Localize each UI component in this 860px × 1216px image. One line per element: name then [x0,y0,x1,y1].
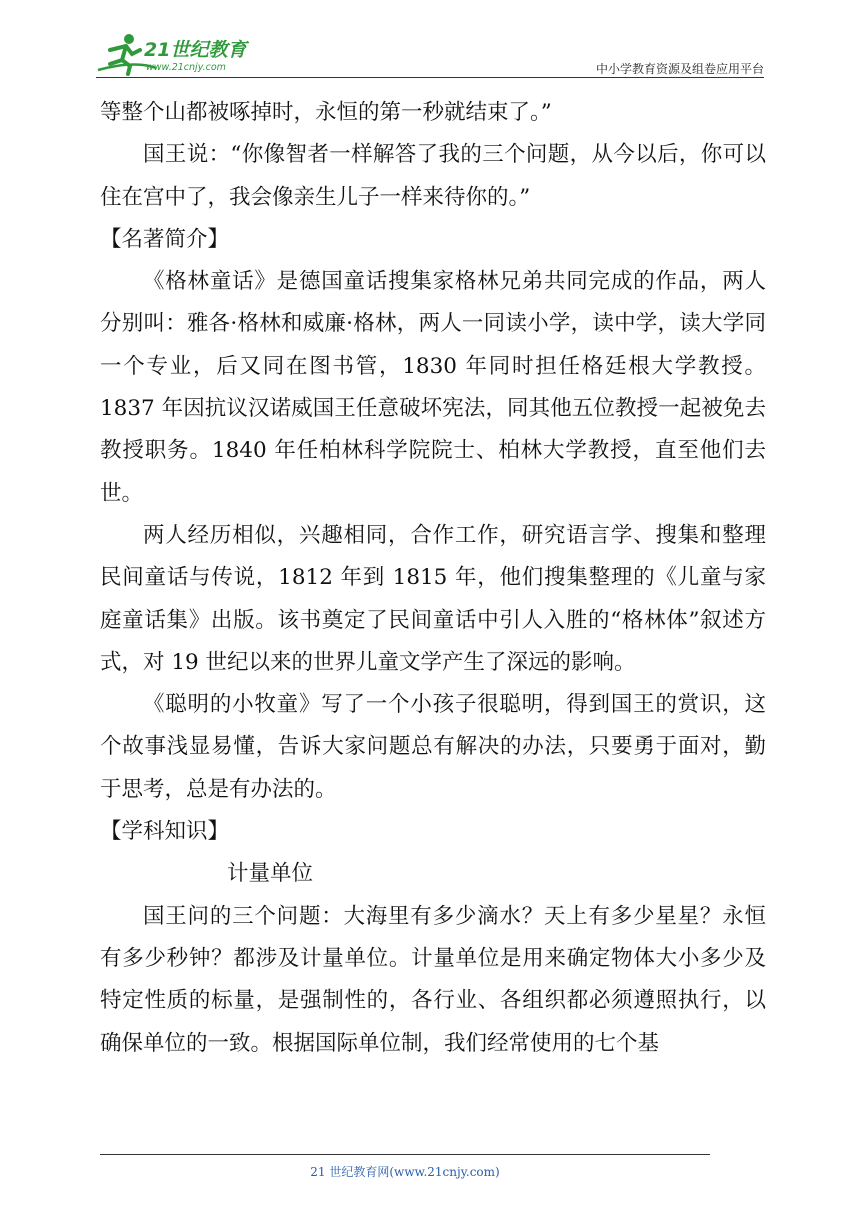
page-header [96,30,764,78]
footer-link[interactable]: 21 世纪教育网(www.21cnjy.com) [310,1165,500,1179]
paragraph-6: 国王问的三个问题：大海里有多少滴水？天上有多少星星？永恒有多少秒钟？都涉及计量单位。计量单位是用来确定物体大小多少及特定性质的标量，是强制性的，各行业、各组织都必须遵照执行，以确保单位的一致。根据国际单位制，我们经常使用的七个基 [100,903,766,1056]
section-heading-knowledge: 【学科知识】 [100,819,230,845]
header-divider [96,77,764,78]
paragraph-2: 国王说：“你像智者一样解答了我的三个问题，从今以后，你可以住在宫中了，我会像亲生儿子一样来待你的。” [100,142,766,210]
svg-text:21世纪教育: 21世纪教育 [144,39,247,61]
document-body [100,92,766,1065]
paragraph-5: 《聪明的小牧童》写了一个小孩子很聪明，得到国王的赏识，这个故事浅显易懂，告诉大家问题总有解决的办法，只要勇于面对，勤于思考，总是有办法的。 [100,692,766,802]
runner-logo-icon [96,30,266,76]
subsection-title: 计量单位 [227,861,314,887]
paragraph-1: 等整个山都被啄掉时，永恒的第一秒就结束了。” [100,100,552,125]
paragraph-4: 两人经历相似，兴趣相同，合作工作，研究语言学、搜集和整理民间童话与传说，1812 年到 1815 年，他们搜集整理的《儿童与家庭童话集》出版。该书奠定了民间童话中引人入胜的“格林体”叙述方式，对 19 世纪以来的世界儿童文学产生了深远的影响。 [100,522,766,675]
brand-logo[interactable] [96,30,266,76]
platform-name: 中小学教育资源及组卷应用平台 [595,62,764,76]
footer-divider [100,1154,710,1155]
section-heading-intro: 【名著简介】 [100,226,230,252]
paragraph-3: 《格林童话》是德国童话搜集家格林兄弟共同完成的作品，两人分别叫：雅各·格林和威廉·格林，两人一同读小学，读中学，读大学同一个专业，后又同在图书管，1830 年同时担任格廷根大学教授。1837 年因抗议汉诺威国王任意破坏宪法，同其他五位教授一起被免去教授职务。1840 年任柏林科学院院士、柏林大学教授，直至他们去世。 [100,269,766,506]
svg-text:www.21cnjy.com: www.21cnjy.com [146,62,226,73]
